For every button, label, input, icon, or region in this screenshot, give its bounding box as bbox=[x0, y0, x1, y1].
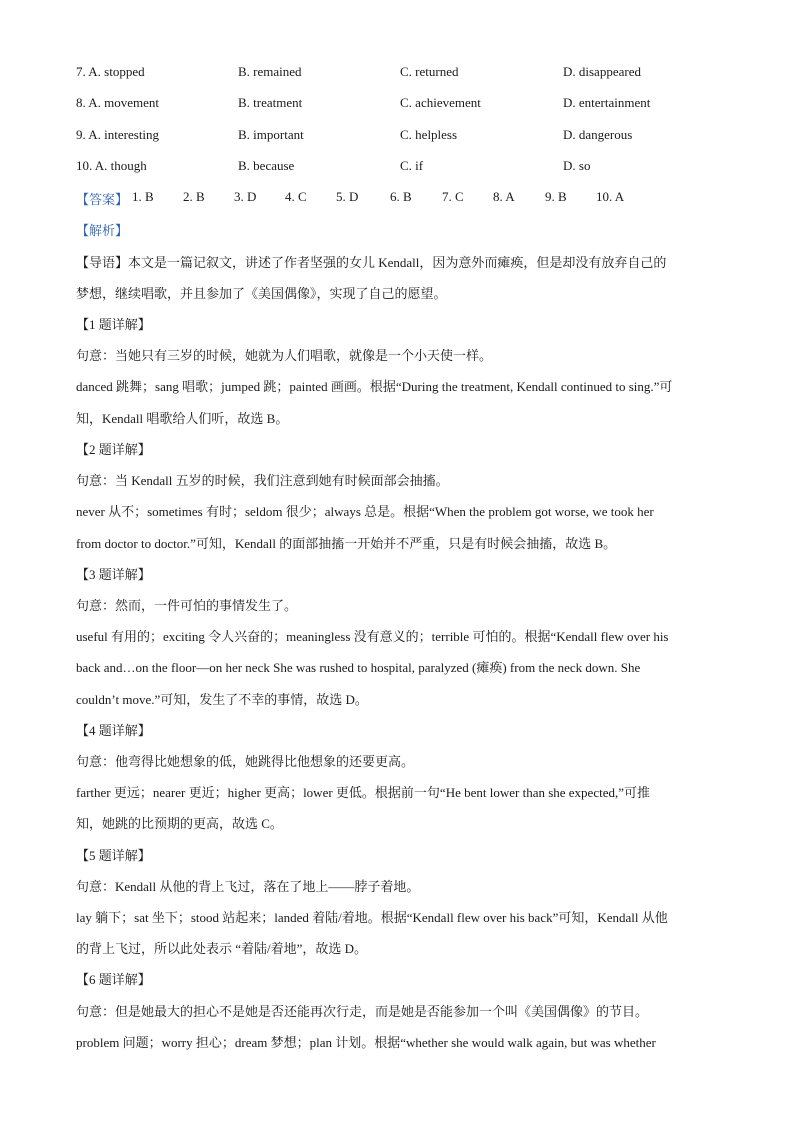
answer-key bbox=[76, 189, 625, 208]
option-c: C. returned bbox=[400, 64, 459, 79]
text-line: farther 更远；nearer 更近；higher 更高；lower 更低。根据前一句“He bent lower than she expected,”可推 bbox=[76, 785, 650, 800]
option-c: C. if bbox=[400, 158, 424, 173]
answer-item: 4. C bbox=[285, 189, 307, 204]
text-line: from doctor to doctor.”可知，Kendall 的面部抽搐一开始并不严重，只是有时候会抽搐，故选 B。 bbox=[76, 536, 617, 551]
option-d: D. so bbox=[563, 158, 591, 173]
section-heading: 【5 题详解】 bbox=[76, 848, 151, 863]
text-line: 句意：当她只有三岁的时候，她就为人们唱歌，就像是一个小天使一样。 bbox=[76, 348, 493, 363]
answer-item: 7. C bbox=[442, 189, 464, 204]
option-a: 8. A. movement bbox=[76, 95, 160, 110]
answer-item: 3. D bbox=[234, 189, 257, 204]
answer-item: 6. B bbox=[390, 189, 412, 204]
option-b: B. remained bbox=[238, 64, 302, 79]
section-heading: 【3 题详解】 bbox=[76, 567, 151, 582]
section-heading: 【4 题详解】 bbox=[76, 723, 151, 738]
option-c: C. helpless bbox=[400, 127, 458, 142]
intro-line: 梦想，继续唱歌，并且参加了《美国偶像》，实现了自己的愿望。 bbox=[76, 286, 447, 301]
option-d: D. disappeared bbox=[563, 64, 641, 79]
option-a: 7. A. stopped bbox=[76, 64, 145, 79]
option-d: D. entertainment bbox=[563, 95, 651, 110]
option-a: 10. A. though bbox=[76, 158, 147, 173]
text-line: 句意：但是她最大的担心不是她是否还能再次行走，而是她是否能参加一个叫《美国偶像》的节目。 bbox=[76, 1004, 649, 1019]
answer-item: 1. B bbox=[132, 189, 154, 204]
intro-line: 【导语】本文是一篇记叙文，讲述了作者坚强的女儿 Kendall，因为意外而瘫痪，但是却没有放弃自己的 bbox=[76, 255, 667, 270]
section-heading: 【1 题详解】 bbox=[76, 317, 151, 332]
text-line: problem 问题；worry 担心；dream 梦想；plan 计划。根据“whether she would walk again, but was whether bbox=[76, 1035, 656, 1050]
answer-item: 8. A bbox=[493, 189, 515, 204]
section-heading: 【6 题详解】 bbox=[76, 972, 151, 987]
text-line: lay 躺下；sat 坐下；stood 站起来；landed 着陆/着地。根据“Kendall flew over his back”可知，Kendall 从他 bbox=[76, 910, 668, 925]
answer-label: 【答案】 bbox=[76, 192, 129, 207]
answer-item: 5. D bbox=[336, 189, 359, 204]
text-line: 句意：然而，一件可怕的事情发生了。 bbox=[76, 598, 298, 613]
answer-item: 2. B bbox=[183, 189, 205, 204]
text-line: never 从不；sometimes 有时；seldom 很少；always 总是。根据“When the problem got worse, we took her bbox=[76, 504, 654, 519]
text-line: 句意：他弯得比她想象的低，她跳得比他想象的还要更高。 bbox=[76, 754, 415, 769]
text-line: danced 跳舞；sang 唱歌；jumped 跳；painted 画画。根据“During the treatment, Kendall continued to sing.”可 bbox=[76, 379, 673, 394]
section-heading: 【2 题详解】 bbox=[76, 442, 151, 457]
answer-item: 9. B bbox=[545, 189, 567, 204]
option-d: D. dangerous bbox=[563, 127, 633, 142]
text-line: 知，Kendall 唱歌给人们听，故选 B。 bbox=[76, 411, 289, 426]
text-line: useful 有用的；exciting 令人兴奋的；meaningless 没有意义的；terrible 可怕的。根据“Kendall flew over his bbox=[76, 629, 669, 644]
text-line: 句意：当 Kendall 五岁的时候，我们注意到她有时候面部会抽搐。 bbox=[76, 473, 449, 488]
option-c: C. achievement bbox=[400, 95, 481, 110]
text-line: 句意：Kendall 从他的背上飞过，落在了地上——脖子着地。 bbox=[76, 879, 420, 894]
answer-item: 10. A bbox=[596, 189, 625, 204]
text-line: back and…on the floor—on her neck She was rushed to hospital, paralyzed (瘫痪) from the neck down. She bbox=[76, 660, 641, 675]
analysis-label: 【解析】 bbox=[76, 223, 129, 238]
option-b: B. treatment bbox=[238, 95, 303, 110]
text-line: 的背上飞过，所以此处表示 “着陆/着地”，故选 D。 bbox=[76, 941, 368, 956]
option-b: B. important bbox=[238, 127, 304, 142]
option-a: 9. A. interesting bbox=[76, 127, 160, 142]
text-line: 知，她跳的比预期的更高，故选 C。 bbox=[76, 816, 283, 831]
option-b: B. because bbox=[238, 158, 295, 173]
text-line: couldn’t move.”可知，发生了不幸的事情，故选 D。 bbox=[76, 692, 368, 707]
